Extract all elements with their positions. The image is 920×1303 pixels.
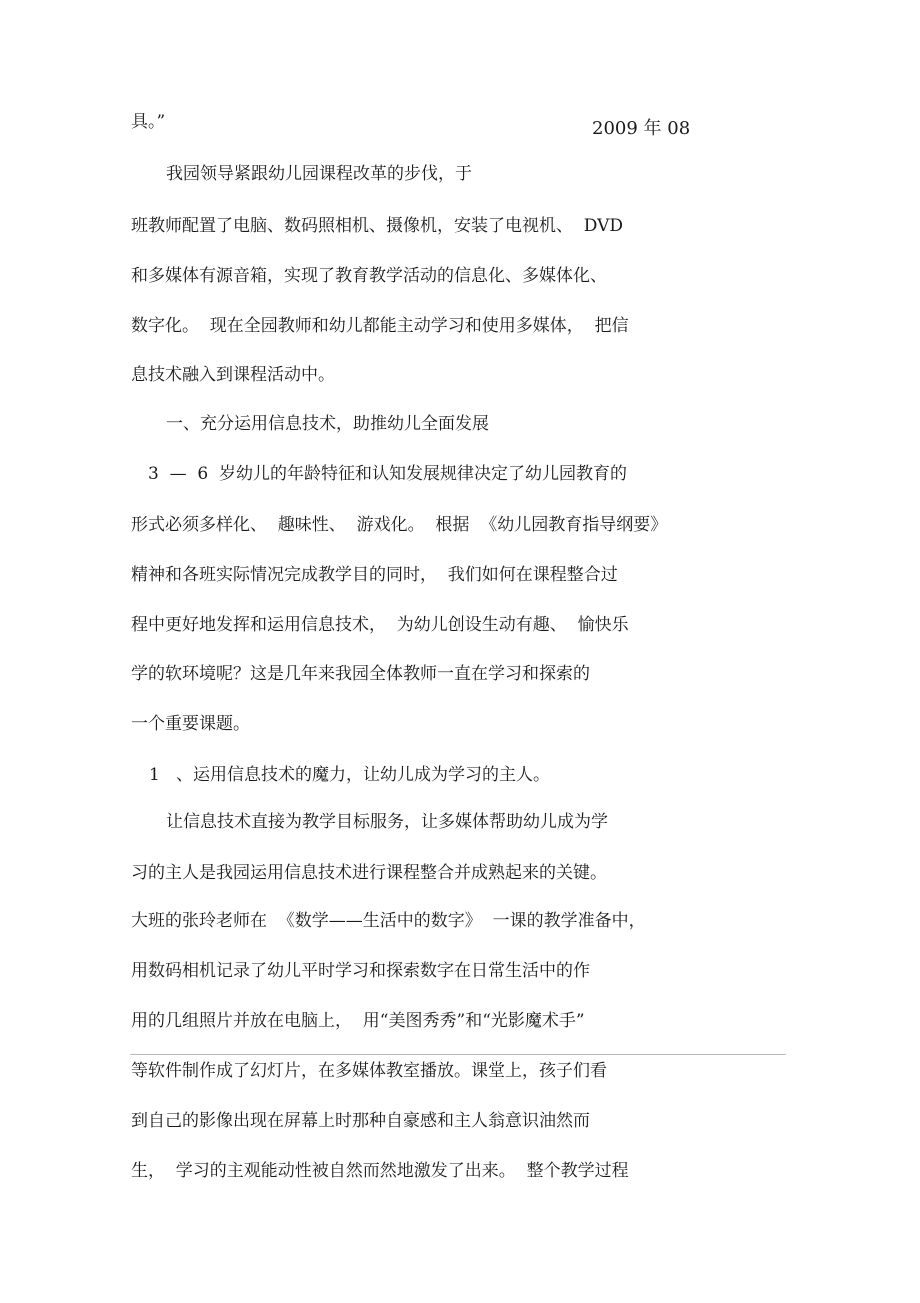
paragraph-line: 到自己的影像出现在屏幕上时那种自豪感和主人翁意识油然而 xyxy=(131,1111,590,1131)
paragraph-line: 学的软环境呢？这是几年来我园全体教师一直在学习和探索的 xyxy=(131,664,590,684)
paragraph-line: 形式必须多样化、 趣味性、 游戏化。 根据 《幼儿园教育指导纲要》 xyxy=(131,515,668,535)
section-heading: 一、充分运用信息技术，助推幼儿全面发展 xyxy=(166,414,489,434)
paragraph-line: 等软件制作成了幻灯片，在多媒体教室播放。课堂上，孩子们看 xyxy=(131,1061,607,1081)
paragraph-line: 息技术融入到课程活动中。 xyxy=(131,365,335,385)
paragraph-line: 程中更好地发挥和运用信息技术， 为幼儿创设生动有趣、 愉快乐 xyxy=(131,615,629,635)
header-date: 2009 年 08 xyxy=(592,118,691,139)
paragraph-line: 用数码相机记录了幼儿平时学习和探索数字在日常生活中的作 xyxy=(131,961,590,981)
horizontal-rule xyxy=(130,1054,786,1055)
paragraph-line: 数字化。 现在全园教师和幼儿都能主动学习和使用多媒体， 把信 xyxy=(131,316,629,336)
subsection-heading: 1 、运用信息技术的魔力，让幼儿成为学习的主人。 xyxy=(149,765,551,785)
paragraph-line: 精神和各班实际情况完成教学目的同时， 我们如何在课程整合过 xyxy=(131,565,618,585)
paragraph-line: 和多媒体有源音箱，实现了教育教学活动的信息化、多媒体化、 xyxy=(131,266,607,286)
paragraph-line: 习的主人是我园运用信息技术进行课程整合并成熟起来的关键。 xyxy=(131,863,607,883)
paragraph-line: 用的几组照片并放在电脑上， 用“美图秀秀”和“光影魔术手” xyxy=(131,1011,585,1031)
paragraph-line: 生， 学习的主观能动性被自然而然地激发了出来。 整个教学过程 xyxy=(131,1161,629,1181)
paragraph-line: 3 — 6 岁幼儿的年龄特征和认知发展规律决定了幼儿园教育的 xyxy=(148,464,628,484)
paragraph-line: 班教师配置了电脑、数码照相机、摄像机，安装了电视机、 DVD xyxy=(131,216,624,236)
paragraph-line: 我园领导紧跟幼儿园课程改革的步伐，于 xyxy=(166,164,472,184)
paragraph-line: 一个重要课题。 xyxy=(131,714,250,734)
continuation-text: 具。” xyxy=(131,112,166,132)
paragraph-line: 让信息技术直接为教学目标服务，让多媒体帮助幼儿成为学 xyxy=(166,812,608,832)
paragraph-line: 大班的张玲老师在 《数学——生活中的数字》 一课的教学准备中， xyxy=(131,911,646,931)
